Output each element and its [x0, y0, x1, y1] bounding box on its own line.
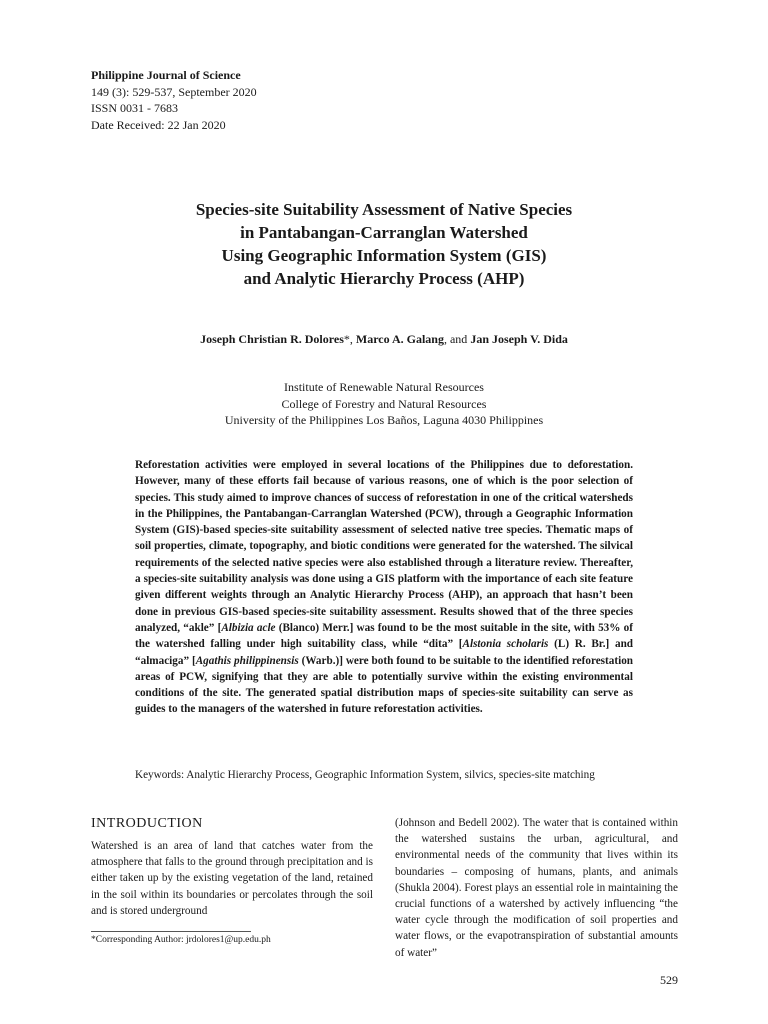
- journal-issn: ISSN 0031 - 7683: [91, 101, 179, 115]
- author-1: Joseph Christian R. Dolores: [200, 332, 344, 346]
- corresponding-author-footnote: *Corresponding Author: jrdolores1@up.edu.ph: [91, 935, 271, 945]
- abstract-part-4: (Warb.)] were both found to be suitable to the identified reforestation areas of PCW, signifying that they are able to potentially survive within the existing environmental conditions of the site. The generated spatial distribution maps of species-site suitability can serve as guides to the managers of the watershed in future reforestation activities.: [135, 654, 634, 716]
- abstract-part-3: (L) R. Br.] and “almaciga” [: [135, 638, 634, 667]
- footnote-divider: [91, 931, 251, 932]
- species-name-3: Agathis philippinensis: [195, 654, 299, 667]
- corresponding-mark: *: [343, 332, 350, 346]
- title-line-1: Species-site Suitability Assessment of Native Species: [195, 200, 573, 219]
- journal-name: Philippine Journal of Science: [91, 68, 241, 82]
- author-separator-1: ,: [349, 332, 356, 346]
- title-line-2: in Pantabangan-Carranglan Watershed: [240, 223, 528, 242]
- title-line-4: and Analytic Hierarchy Process (AHP): [243, 269, 525, 288]
- author-separator-2: , and: [443, 332, 471, 346]
- affiliation: [150, 379, 618, 429]
- intro-left-column: Watershed is an area of land that catches water from the atmosphere that falls to the ground through precipitation and is either taken up by the existing vegetation of the land, retained in the soil within its boundaries or percolates through the soil and is stored underground: [91, 840, 373, 917]
- page-number: 529: [660, 973, 678, 987]
- journal-header: [91, 67, 257, 133]
- species-name-1: Albizia acle: [221, 621, 276, 634]
- section-heading-introduction: INTRODUCTION: [91, 816, 203, 831]
- paper-title: [100, 198, 668, 290]
- affiliation-line-2: College of Forestry and Natural Resources: [281, 396, 487, 411]
- journal-issue: 149 (3): 529-537, September 2020: [91, 84, 257, 99]
- abstract-part-1: Reforestation activities were employed in several locations of the Philippines due to deforestation. However, many of these efforts fail because of various reasons, one of which is the poor selection of species. This study aimed to improve chances of success of reforestation in one of the critical watersheds in the Philippines, the Pantabangan-Carranglan Watershed (PCW), through a Geographic Information System (GIS)-based species-site suitability assessment of selected native tree species. Thematic maps of soil properties, climate, topography, and biotic conditions were generated for the watershed. The silvical requirements of the selected native species were also established through a literature review. Thereafter, a species-site suitability analysis was done using a GIS platform with the importance of each site feature given different weights through an Analytic Hierarchy Process (AHP), an approach that hasn’t been done in previous GIS-based species-site suitability assessment. Results showed that of the three species analyzed, “akle” [: [135, 459, 633, 634]
- date-received: Date Received: 22 Jan 2020: [91, 117, 226, 132]
- intro-right-column: (Johnson and Bedell 2002). The water that is contained within the watershed sustains the urban, agricultural, and environmental needs of the community that lives within its boundaries – composing of humans, plants, and animals (Shukla 2004). Forest plays an essential role in maintaining the crucial functions of a watershed by actively influencing “the water cycle through the modification of soil properties and water flows, or the evapotranspiration of substantial amounts of water”: [395, 817, 678, 959]
- affiliation-line-3: University of the Philippines Los Baños, Laguna 4030 Philippines: [224, 413, 544, 427]
- author-list: [100, 331, 668, 347]
- author-3: Jan Joseph V. Dida: [470, 332, 568, 346]
- title-line-3: Using Geographic Information System (GIS): [221, 246, 547, 265]
- affiliation-line-1: Institute of Renewable Natural Resources: [284, 380, 484, 394]
- species-name-2: Alstonia scholaris: [462, 638, 549, 651]
- keywords: Keywords: Analytic Hierarchy Process, Geographic Information System, silvics, species-site matching: [135, 769, 595, 781]
- abstract-part-2: (Blanco) Merr.] was found to be the most suitable in the site, with 53% of the watershed falling under high suitability class, while “dita” [: [135, 621, 633, 651]
- author-2: Marco A. Galang: [355, 332, 444, 346]
- abstract: [135, 457, 633, 718]
